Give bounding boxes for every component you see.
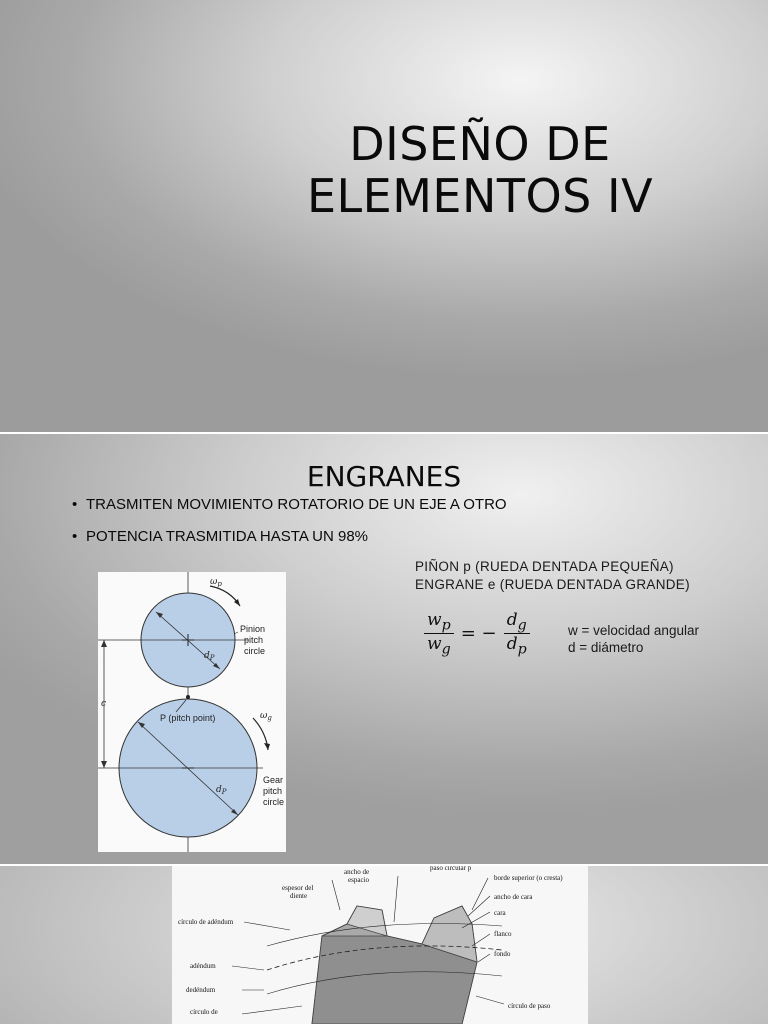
gear-label-3: circle	[263, 797, 285, 807]
gear-nomenclature-figure	[172, 866, 588, 1024]
slide-engranes	[0, 434, 768, 864]
gear-label-2: pitch	[263, 786, 283, 796]
label-ancho-espacio-1: ancho de	[344, 868, 370, 876]
presentation-title: DISEÑO DE ELEMENTOS IV	[306, 117, 654, 223]
legend-w: w = velocidad angular	[568, 623, 699, 638]
legend-d: d = diámetro	[568, 640, 644, 655]
slide-gear-nomenclature	[0, 866, 768, 1024]
gear-label-1: Gear	[263, 775, 284, 785]
label-espesor-1: espesor del	[282, 884, 314, 892]
formula-lhs: $\frac{w_p}{w_g}$	[424, 610, 454, 658]
formula-legend	[568, 622, 699, 656]
pitch-point-label: P (pitch point)	[160, 713, 216, 723]
label-espesor-2: diente	[290, 892, 308, 900]
omega-g-label: $\omega_g$	[260, 711, 272, 722]
gear-diameter-label: $d_P$	[216, 785, 227, 796]
bullet-item: • POTENCIA TRASMITIDA HASTA UN 98%	[72, 528, 369, 545]
pinion-label-1: Pinion	[240, 624, 266, 634]
bullet-item: • TRASMITEN MOVIMIENTO ROTATORIO DE UN EJE A OTRO	[72, 496, 507, 513]
label-paso-circular: paso circular p	[430, 866, 472, 872]
definition-pinion: PIÑON p (RUEDA DENTADA PEQUEÑA)	[415, 559, 674, 574]
pinion-diameter-label: $d_P$	[204, 651, 215, 662]
bullet-dot-icon: •	[72, 496, 78, 513]
pinion-label-3: circle	[244, 646, 266, 656]
label-circulo-de: círculo de	[190, 1008, 218, 1016]
formula-equals: = −	[460, 623, 497, 645]
velocity-ratio-formula	[424, 610, 530, 658]
label-ancho-cara: ancho de cara	[494, 893, 533, 901]
slide-heading: ENGRANES	[306, 460, 462, 493]
label-dedendum: dedéndum	[186, 986, 216, 994]
bullet-dot-icon: •	[72, 528, 78, 545]
label-adendum: adéndum	[190, 962, 216, 970]
gear-tooth-diagram	[172, 866, 588, 1024]
slide-title	[0, 0, 768, 432]
label-flanco: flanco	[494, 930, 512, 938]
label-ancho-espacio-2: espacio	[348, 876, 369, 884]
label-circulo-paso: círculo de paso	[508, 1002, 551, 1010]
center-distance-label: c	[101, 699, 107, 709]
label-fondo: fondo	[494, 950, 511, 958]
pinion-label-2: pitch	[244, 635, 264, 645]
gear-definitions	[415, 558, 690, 594]
label-circulo-adendum: círculo de adéndum	[178, 918, 234, 926]
pitch-circle-figure	[98, 572, 286, 852]
pitch-circle-diagram	[98, 572, 286, 852]
label-cara: cara	[494, 909, 506, 917]
label-borde: borde superior (o cresta)	[494, 874, 563, 882]
omega-p-label: $\omega_p$	[210, 577, 222, 588]
formula-rhs: $\frac{d_g}{d_p}$	[504, 610, 530, 658]
definition-gear: ENGRANE e (RUEDA DENTADA GRANDE)	[415, 577, 690, 592]
